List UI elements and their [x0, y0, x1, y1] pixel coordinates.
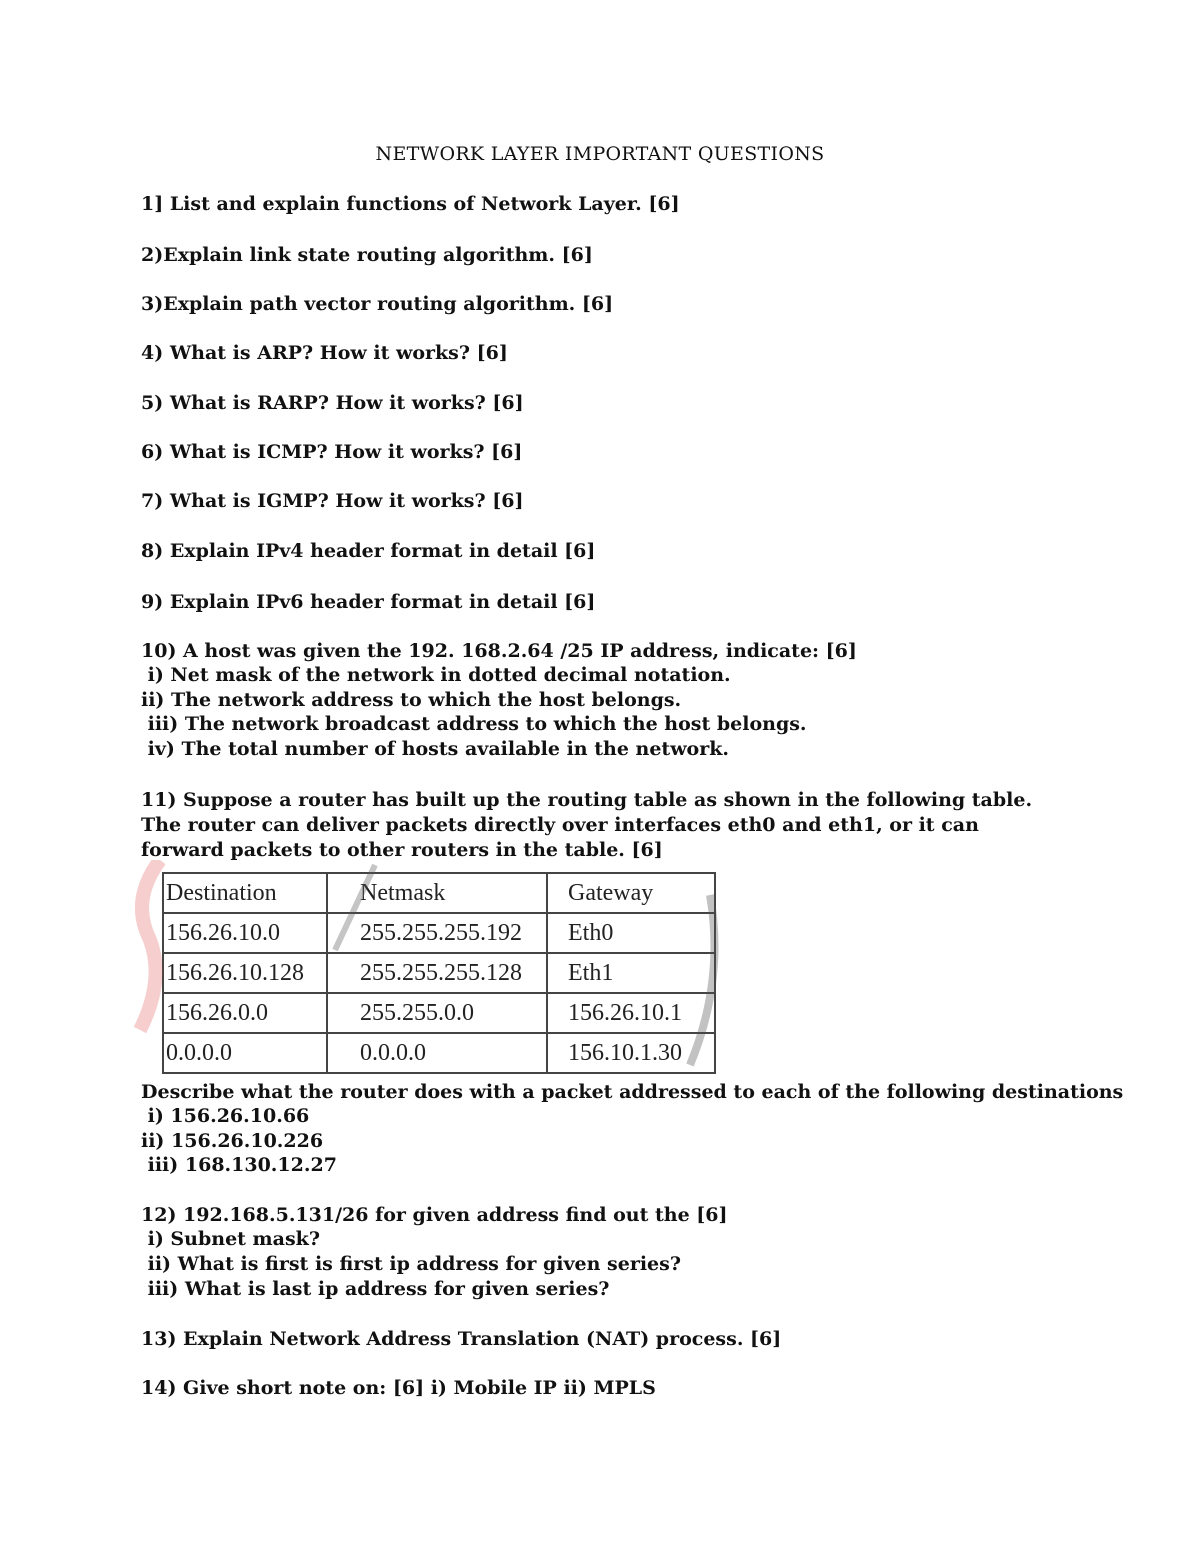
table-row [163, 993, 715, 1033]
routing-table [162, 872, 716, 1074]
page-title: NETWORK LAYER IMPORTANT QUESTIONS [375, 143, 825, 165]
table-cell: 255.255.0.0 [327, 993, 547, 1033]
table-row [163, 953, 715, 993]
table-cell: 156.26.10.1 [547, 993, 715, 1033]
table-cell: 0.0.0.0 [163, 1033, 327, 1073]
question-10-item: i) Net mask of the network in dotted decimal notation. [141, 664, 731, 686]
table-cell: 156.26.0.0 [163, 993, 327, 1033]
question-14: 14) Give short note on: [6] i) Mobile IP ii) MPLS [141, 1377, 656, 1399]
column-header-netmask: Netmask [327, 873, 547, 913]
table-cell: 156.26.10.128 [163, 953, 327, 993]
question-11-item: i) 156.26.10.66 [141, 1105, 310, 1127]
question-11-describe: Describe what the router does with a packet addressed to each of the following destinations [141, 1081, 1124, 1103]
table-header-row [163, 873, 715, 913]
table-cell: Eth1 [547, 953, 715, 993]
question-12-item: ii) What is first is first ip address for given series? [141, 1253, 681, 1275]
table-cell: 0.0.0.0 [327, 1033, 547, 1073]
question-10-item: iii) The network broadcast address to which the host belongs. [141, 713, 807, 735]
question-12-item: iii) What is last ip address for given series? [141, 1278, 610, 1300]
table-cell: Eth0 [547, 913, 715, 953]
table-cell: 255.255.255.128 [327, 953, 547, 993]
question-10-item: iv) The total number of hosts available in the network. [141, 738, 730, 760]
table-row [163, 913, 715, 953]
question-11: 11) Suppose a router has built up the routing table as shown in the following table. The router can deliver packets directly over interfaces eth0 and eth1, or it can forward packets to other routers in the table. [6] [141, 789, 1033, 861]
question-9: 9) Explain IPv6 header format in detail [6] [141, 591, 596, 613]
question-10: 10) A host was given the 192. 168.2.64 /25 IP address, indicate: [6] [141, 640, 857, 662]
question-7: 7) What is IGMP? How it works? [6] [141, 490, 524, 512]
question-1: 1] List and explain functions of Network Layer. [6] [141, 193, 680, 215]
question-10-item: ii) The network address to which the host belongs. [141, 689, 682, 711]
question-12: 12) 192.168.5.131/26 for given address find out the [6] [141, 1204, 728, 1226]
table-cell: 255.255.255.192 [327, 913, 547, 953]
question-12-item: i) Subnet mask? [141, 1228, 320, 1250]
table-row [163, 1033, 715, 1073]
question-4: 4) What is ARP? How it works? [6] [141, 342, 508, 364]
question-11-item: iii) 168.130.12.27 [141, 1154, 337, 1176]
question-2: 2)Explain link state routing algorithm. [6] [141, 244, 593, 266]
column-header-destination: Destination [163, 873, 327, 913]
question-3: 3)Explain path vector routing algorithm. [6] [141, 293, 614, 315]
question-6: 6) What is ICMP? How it works? [6] [141, 441, 523, 463]
routing-table-image [162, 872, 716, 1074]
question-11-item: ii) 156.26.10.226 [141, 1130, 324, 1152]
question-13: 13) Explain Network Address Translation (NAT) process. [6] [141, 1328, 782, 1350]
question-5: 5) What is RARP? How it works? [6] [141, 392, 524, 414]
table-cell: 156.26.10.0 [163, 913, 327, 953]
question-8: 8) Explain IPv4 header format in detail [6] [141, 540, 596, 562]
column-header-gateway: Gateway [547, 873, 715, 913]
table-cell: 156.10.1.30 [547, 1033, 715, 1073]
